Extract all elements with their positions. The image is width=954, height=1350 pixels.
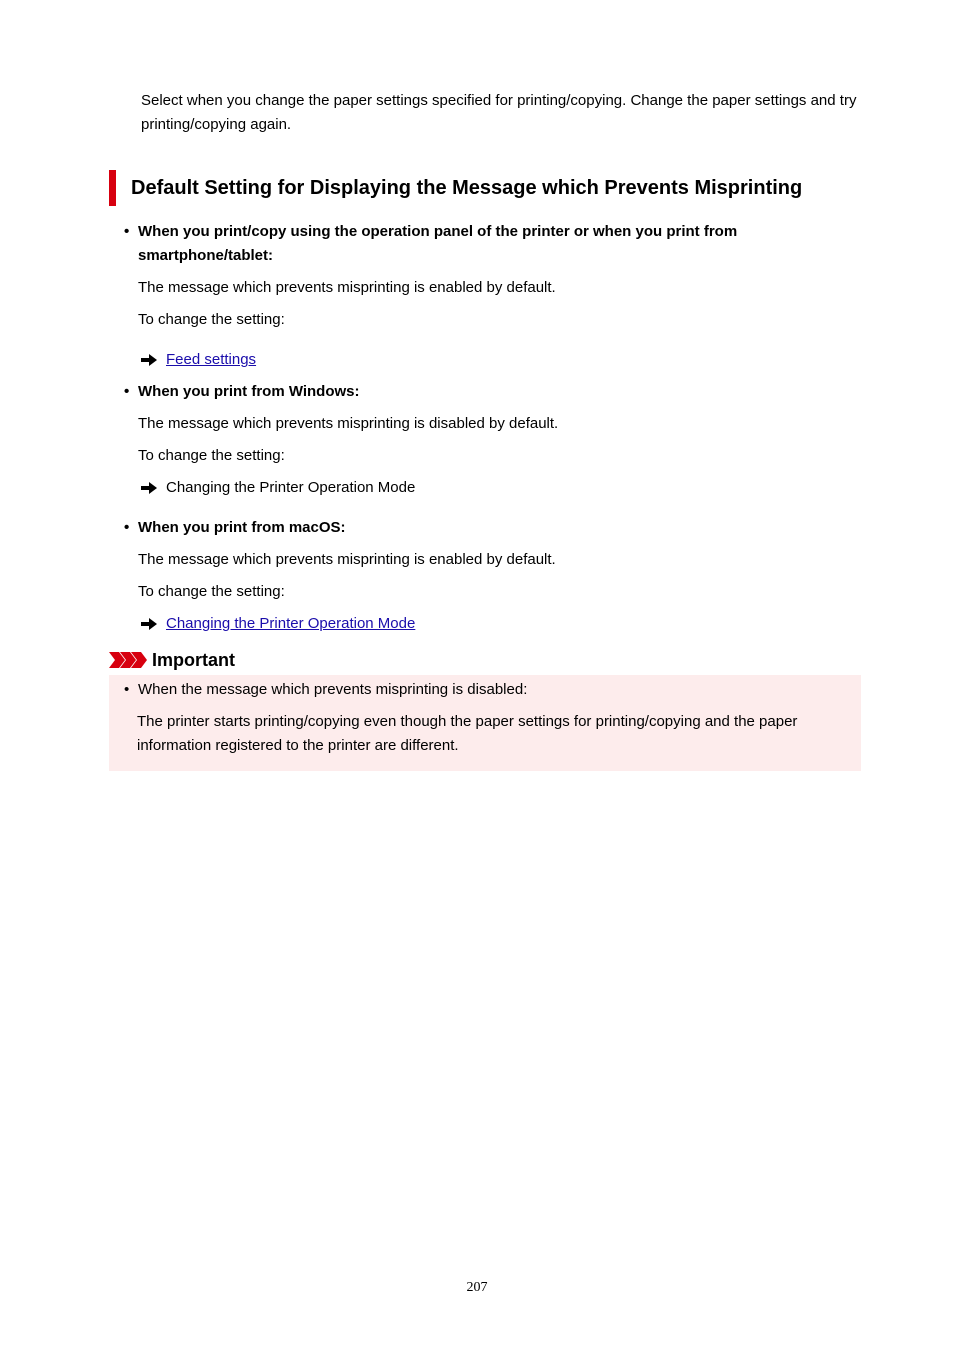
arrow-right-icon	[141, 476, 158, 500]
arrow-right-icon	[141, 612, 158, 636]
feed-settings-link[interactable]: Feed settings	[166, 351, 257, 368]
link-row	[141, 348, 824, 372]
list-item	[124, 380, 824, 500]
macos-operation-mode-link[interactable]: Changing the Printer Operation Mode	[166, 615, 416, 632]
important-box	[109, 675, 861, 771]
bullet-icon: •	[124, 681, 130, 698]
list-item	[124, 220, 824, 372]
page-number: 207	[466, 1280, 488, 1295]
chevrons-icon	[109, 652, 147, 668]
important-title: Important	[152, 649, 235, 670]
bullet-heading: • When you print from Windows:	[124, 380, 824, 404]
link-row	[141, 612, 824, 636]
item-description: The message which prevents misprinting is disabled by default.	[138, 415, 559, 432]
bullet-heading: • When you print from macOS:	[124, 516, 824, 540]
section-title: Default Setting for Displaying the Message which Prevents Misprinting	[109, 170, 802, 206]
important-description: The printer starts printing/copying even though the paper settings for printing/copying and the paper information registered to the printer are different.	[137, 713, 798, 754]
change-setting-label: To change the setting:	[138, 447, 285, 464]
item-description: The message which prevents misprinting is enabled by default.	[138, 279, 556, 296]
bullet-icon: •	[124, 383, 130, 400]
item-description: The message which prevents misprinting is enabled by default.	[138, 551, 556, 568]
arrow-right-icon	[141, 348, 158, 372]
important-heading	[109, 648, 235, 672]
change-setting-label: To change the setting:	[138, 583, 285, 600]
bullet-icon: •	[124, 519, 130, 536]
change-setting-label: To change the setting:	[138, 311, 285, 328]
intro-paragraph: Select when you change the paper settings specified for printing/copying. Change the paper settings and try printing/copying again.	[141, 92, 857, 133]
bullet-icon: •	[124, 223, 130, 240]
important-bullet: • When the message which prevents misprinting is disabled:	[124, 678, 858, 702]
link-row	[141, 476, 824, 500]
bullet-heading: • When you print/copy using the operation panel of the printer or when you print from smartphone/tablet:	[124, 220, 824, 268]
list-item	[124, 516, 824, 636]
windows-operation-mode-text: Changing the Printer Operation Mode	[166, 479, 416, 496]
